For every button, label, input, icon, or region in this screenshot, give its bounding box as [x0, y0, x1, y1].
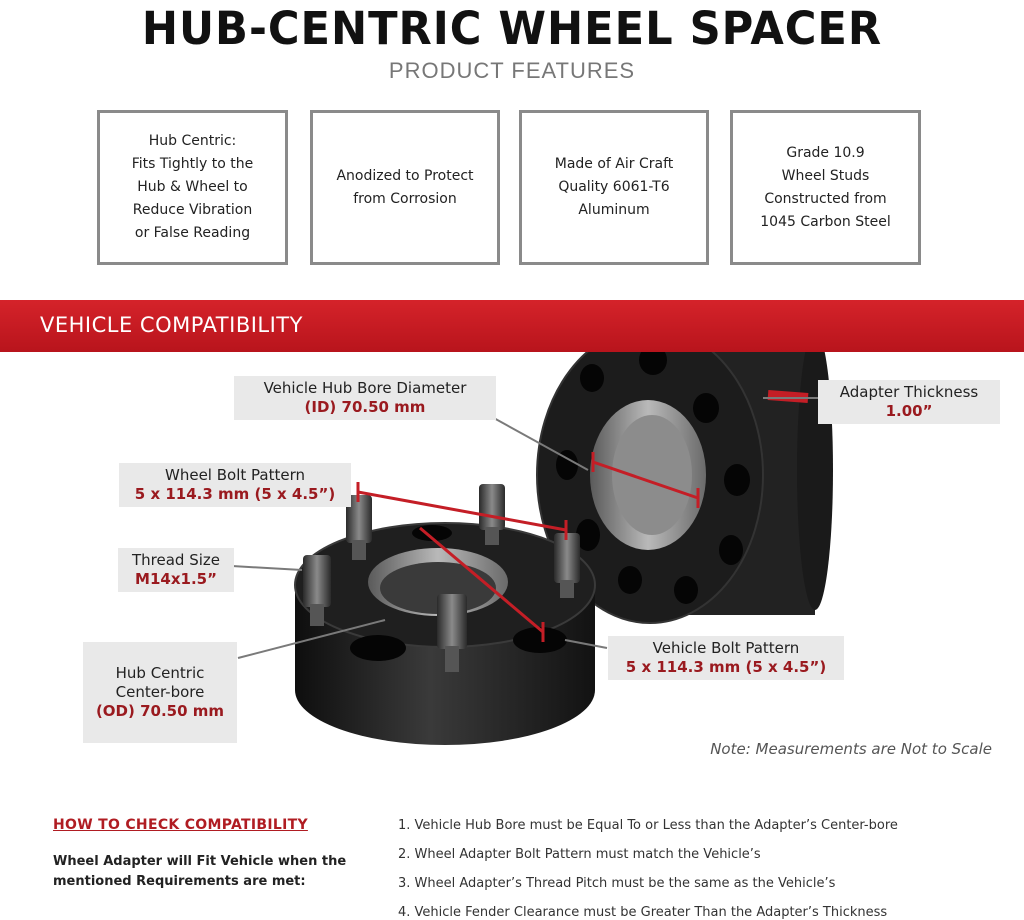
callout-thickness	[818, 380, 1000, 424]
feature-box-aluminum: Made of Air Craft Quality 6061-T6 Aluminum	[519, 110, 709, 265]
callout-hub-bore	[234, 376, 496, 420]
requirement-item: 2. Wheel Adapter Bolt Pattern must match the Vehicle’s	[398, 847, 761, 862]
callout-thread-value: M14x1.5”	[135, 570, 217, 588]
feature-box-hub-centric: Hub Centric: Fits Tightly to the Hub & Wheel to Reduce Vibration or False Reading	[97, 110, 288, 265]
callout-vehicle-bolt-value: 5 x 114.3 mm (5 x 4.5”)	[625, 658, 827, 676]
callout-wheel-bolt	[119, 463, 351, 507]
callout-thickness-label: Adapter Thickness	[839, 383, 979, 401]
callout-wheel-bolt-value: 5 x 114.3 mm (5 x 4.5”)	[134, 485, 336, 503]
how-to-title: HOW TO CHECK COMPATIBILITY	[53, 817, 308, 833]
callout-wheel-bolt-label: Wheel Bolt Pattern	[165, 466, 305, 484]
callout-vehicle-bolt	[608, 636, 844, 680]
callout-centerbore-label: Hub Centric Center-bore	[115, 664, 205, 701]
how-to-subtitle: Wheel Adapter will Fit Vehicle when the mentioned Requirements are met:	[53, 854, 347, 889]
page-subtitle: PRODUCT FEATURES	[388, 58, 636, 83]
callout-thread	[118, 548, 234, 592]
scale-note: Note: Measurements are Not to Scale	[710, 740, 992, 758]
requirement-item: 1. Vehicle Hub Bore must be Equal To or Less than the Adapter’s Center-bore	[398, 818, 898, 833]
callout-thickness-value: 1.00”	[885, 402, 933, 420]
section-title: VEHICLE COMPATIBILITY	[40, 313, 303, 337]
requirements-list	[398, 816, 1018, 920]
page-title: HUB-CENTRIC WHEEL SPACER	[141, 2, 883, 55]
callout-centerbore-value: (OD) 70.50 mm	[95, 702, 225, 720]
callout-vehicle-bolt-label: Vehicle Bolt Pattern	[652, 639, 800, 657]
callout-thread-label: Thread Size	[131, 551, 220, 569]
feature-box-anodized: Anodized to Protect from Corrosion	[310, 110, 500, 265]
callout-hub-bore-value: (ID) 70.50 mm	[304, 398, 426, 416]
callout-centerbore	[83, 642, 237, 743]
requirement-item: 4. Vehicle Fender Clearance must be Greater Than the Adapter’s Thickness	[398, 905, 888, 920]
requirement-item: 3. Wheel Adapter’s Thread Pitch must be the same as the Vehicle’s	[398, 876, 836, 891]
callout-hub-bore-label: Vehicle Hub Bore Diameter	[263, 379, 467, 397]
feature-box-studs: Grade 10.9 Wheel Studs Constructed from 1045 Carbon Steel	[730, 110, 921, 265]
